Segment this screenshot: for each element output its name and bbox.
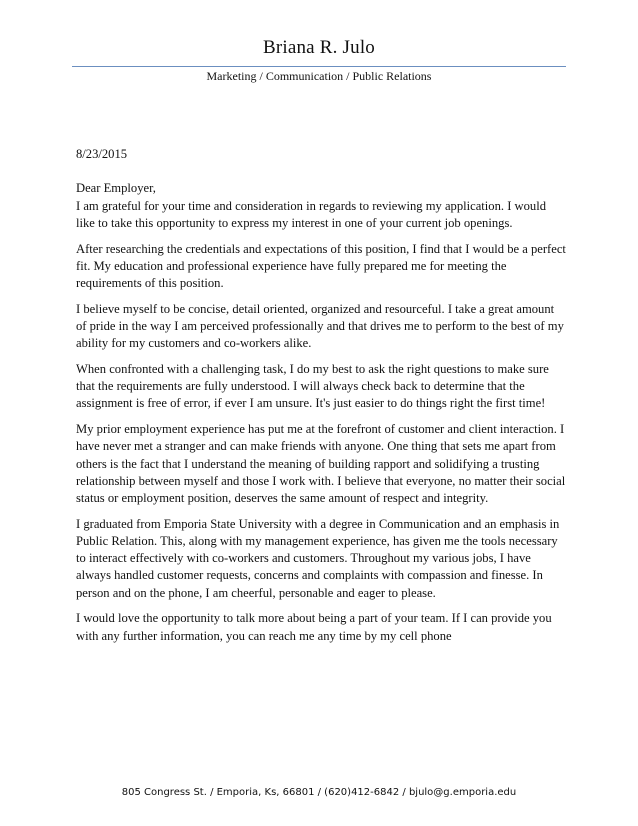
letter-date: 8/23/2015	[76, 147, 128, 161]
applicant-name: Briana R. Julo	[262, 37, 376, 58]
letter-salutation: Dear Employer,	[76, 181, 156, 196]
applicant-tagline: Marketing / Communication / Public Relations	[206, 69, 432, 83]
contact-footer: 805 Congress St. / Emporia, Ks, 66801 / (620)412-6842 / bjulo@g.emporia.edu	[121, 787, 517, 798]
letter-paragraph-7: I would love the opportunity to talk more about being a part of your team. If I can provide you with any further information, you can reach me any time by my cell phone	[76, 611, 552, 643]
header-divider	[72, 66, 566, 67]
letter-paragraph-2: After researching the credentials and expectations of this position, I find that I would be a perfect fit. My education and professional experience have fully prepared me for meeting the requirements of this position.	[76, 241, 566, 290]
letter-paragraph-5: My prior employment experience has put me at the forefront of customer and client interaction. I have never met a stranger and can make friends with anyone. One thing that sets me apart from others is the fact that I understand the meaning of building rapport and solidifying a trusting relationship between myself and those I work with. I believe that everyone, no matter their social status or employment position, deserves the same amount of respect and integrity.	[76, 422, 566, 506]
letter-paragraph-6: I graduated from Emporia State University with a degree in Communication and an emphasis in Public Relation. This, along with my management experience, has given me the tools necessary to interact effectively with co-workers and customers. Throughout my various jobs, I have always handled customer requests, concerns and complaints with compassion and finesse. In person and on the phone, I am cheerful, personable and eager to please.	[76, 516, 560, 600]
letter-paragraph-4: When confronted with a challenging task, I do my best to ask the right questions to make sure that the requirements are fully understood. I will always check back to determine that the assignment is free of error, if ever I am unsure. It's just easier to do things right the first time!	[76, 362, 549, 411]
letter-paragraph-3: I believe myself to be concise, detail oriented, organized and resourceful. I take a great amount of pride in the way I am perceived professionally and that drives me to perform to the best of my ability for my customers and co-workers alike.	[76, 301, 564, 351]
letter-body	[76, 146, 566, 653]
letter-paragraph-1: I am grateful for your time and consideration in regards to reviewing my application. I would like to take this opportunity to express my interest in one of your current job openings.	[76, 198, 547, 230]
